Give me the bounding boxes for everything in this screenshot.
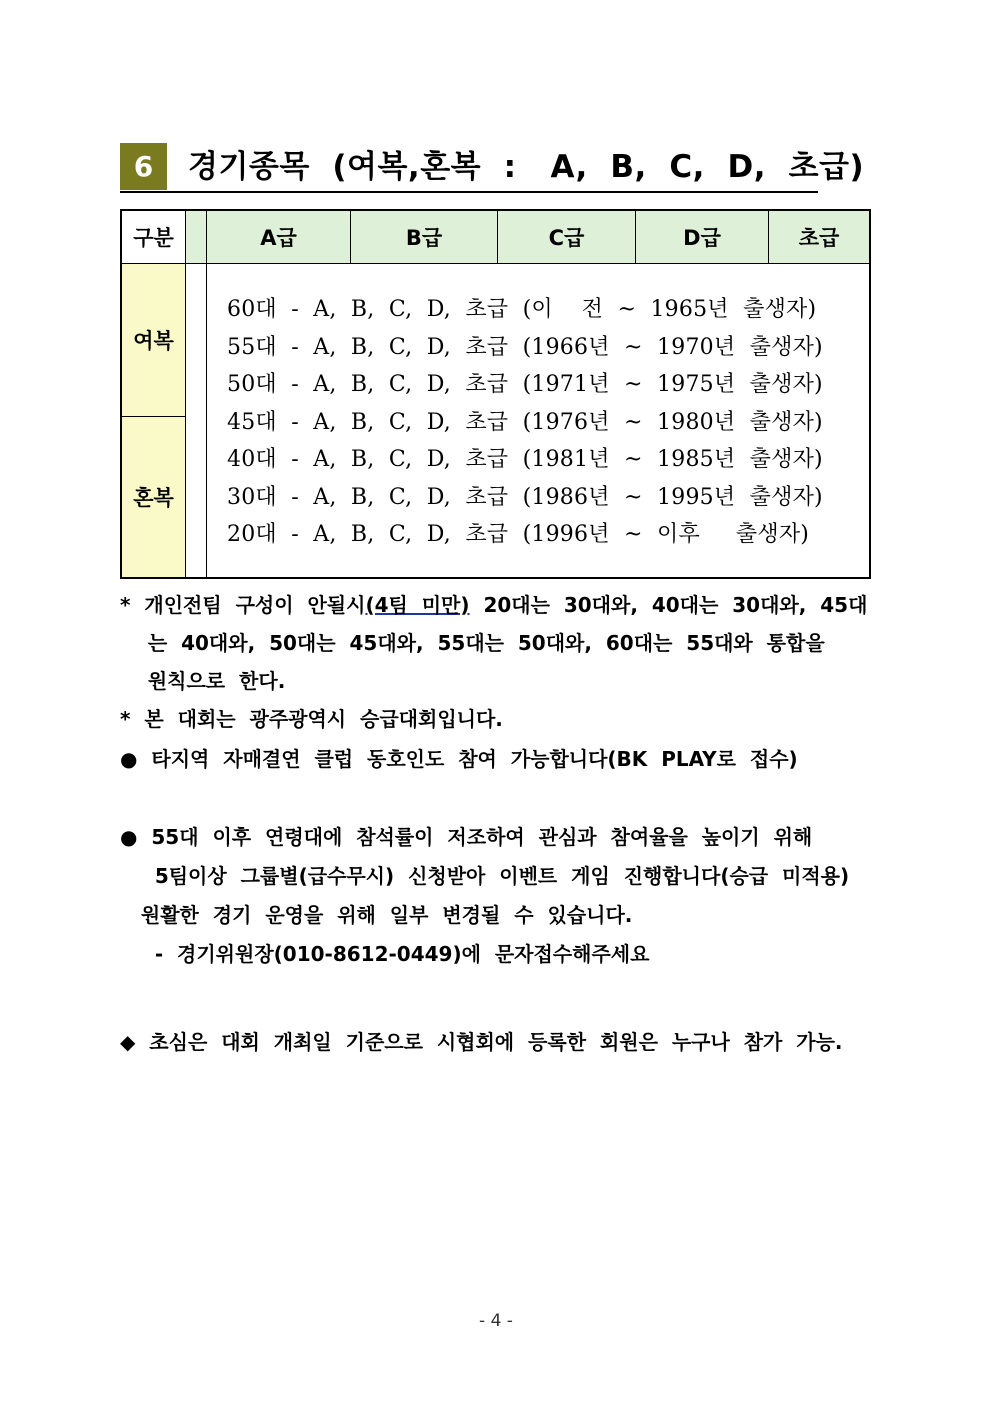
row-label-mixed-doubles: 혼복 — [122, 417, 186, 577]
age-group-list — [227, 291, 823, 554]
header-b-grade: B급 — [351, 211, 498, 264]
note-event-game-line3: 원활한 경기 운영을 위해 일부 변경될 수 있습니다. — [120, 903, 633, 927]
header-c-grade: C급 — [498, 211, 636, 264]
note-event-game-line1: ● 55대 이후 연령대에 참석률이 저조하여 관심과 참여율을 높이기 위해 — [120, 825, 813, 849]
note-merge-rule-pre: * 개인전팀 구성이 안될시 — [120, 593, 366, 617]
section-header — [120, 143, 865, 193]
header-beginner-grade: 초급 — [769, 211, 869, 264]
age-group-item: 20대 - A, B, C, D, 초급 (1996년 ~ 이후 출생자) — [227, 522, 810, 547]
header-gubun: 구분 — [122, 211, 186, 264]
row-label-womens-doubles: 여복 — [122, 264, 186, 417]
section-title: 경기종목 (여복,혼복 : A, B, C, D, 초급) — [188, 149, 865, 185]
age-group-item: 45대 - A, B, C, D, 초급 (1976년 ~ 1980년 출생자) — [227, 409, 823, 435]
note-promotion-tournament: * 본 대회는 광주광역시 승급대회입니다. — [120, 707, 503, 731]
age-group-item: 60대 - A, B, C, D, 초급 (이 전 ~ 1965년 출생자) — [227, 297, 817, 322]
note-merge-rule-underlined: (4팀 미만) — [365, 593, 470, 617]
age-group-item: 55대 - A, B, C, D, 초급 (1966년 ~ 1970년 출생자) — [227, 334, 823, 360]
header-a-grade: A급 — [207, 211, 351, 264]
note-sister-club: ● 타지역 자매결연 클럽 동호인도 참여 가능합니다(BK PLAY로 접수) — [120, 747, 798, 771]
spacer-column — [186, 264, 207, 577]
note-merge-rule-line1 — [120, 586, 867, 624]
header-d-grade: D급 — [636, 211, 769, 264]
age-group-item: 30대 - A, B, C, D, 초급 (1986년 ~ 1995년 출생자) — [227, 484, 823, 510]
note-event-game-line2: 5팀이상 그룹별(급수무시) 신청받아 이벤트 게임 진행합니다(승급 미적용) — [120, 864, 850, 888]
note-merge-rule-line2: 는 40대와, 50대는 45대와, 55대는 50대와, 60대는 55대와 통합을 — [120, 631, 825, 655]
note-beginner-eligibility: ◆ 초심은 대회 개최일 기준으로 시협회에 등록한 회원은 누구나 참가 가능. — [120, 1030, 843, 1054]
section-number-badge: 6 — [120, 143, 167, 190]
grade-table — [120, 209, 871, 579]
header-spacer — [186, 211, 207, 264]
age-group-item: 50대 - A, B, C, D, 초급 (1971년 ~ 1975년 출생자) — [227, 372, 823, 397]
age-group-item: 40대 - A, B, C, D, 초급 (1981년 ~ 1985년 출생자) — [227, 447, 823, 472]
note-merge-rule-post: 20대는 30대와, 40대는 30대와, 45대 — [469, 593, 868, 617]
note-event-game-contact: - 경기위원장(010-8612-0449)에 문자접수해주세요 — [120, 942, 650, 966]
note-merge-rule-line3: 원칙으로 한다. — [120, 669, 286, 693]
page-number: - 4 - — [479, 1311, 513, 1331]
